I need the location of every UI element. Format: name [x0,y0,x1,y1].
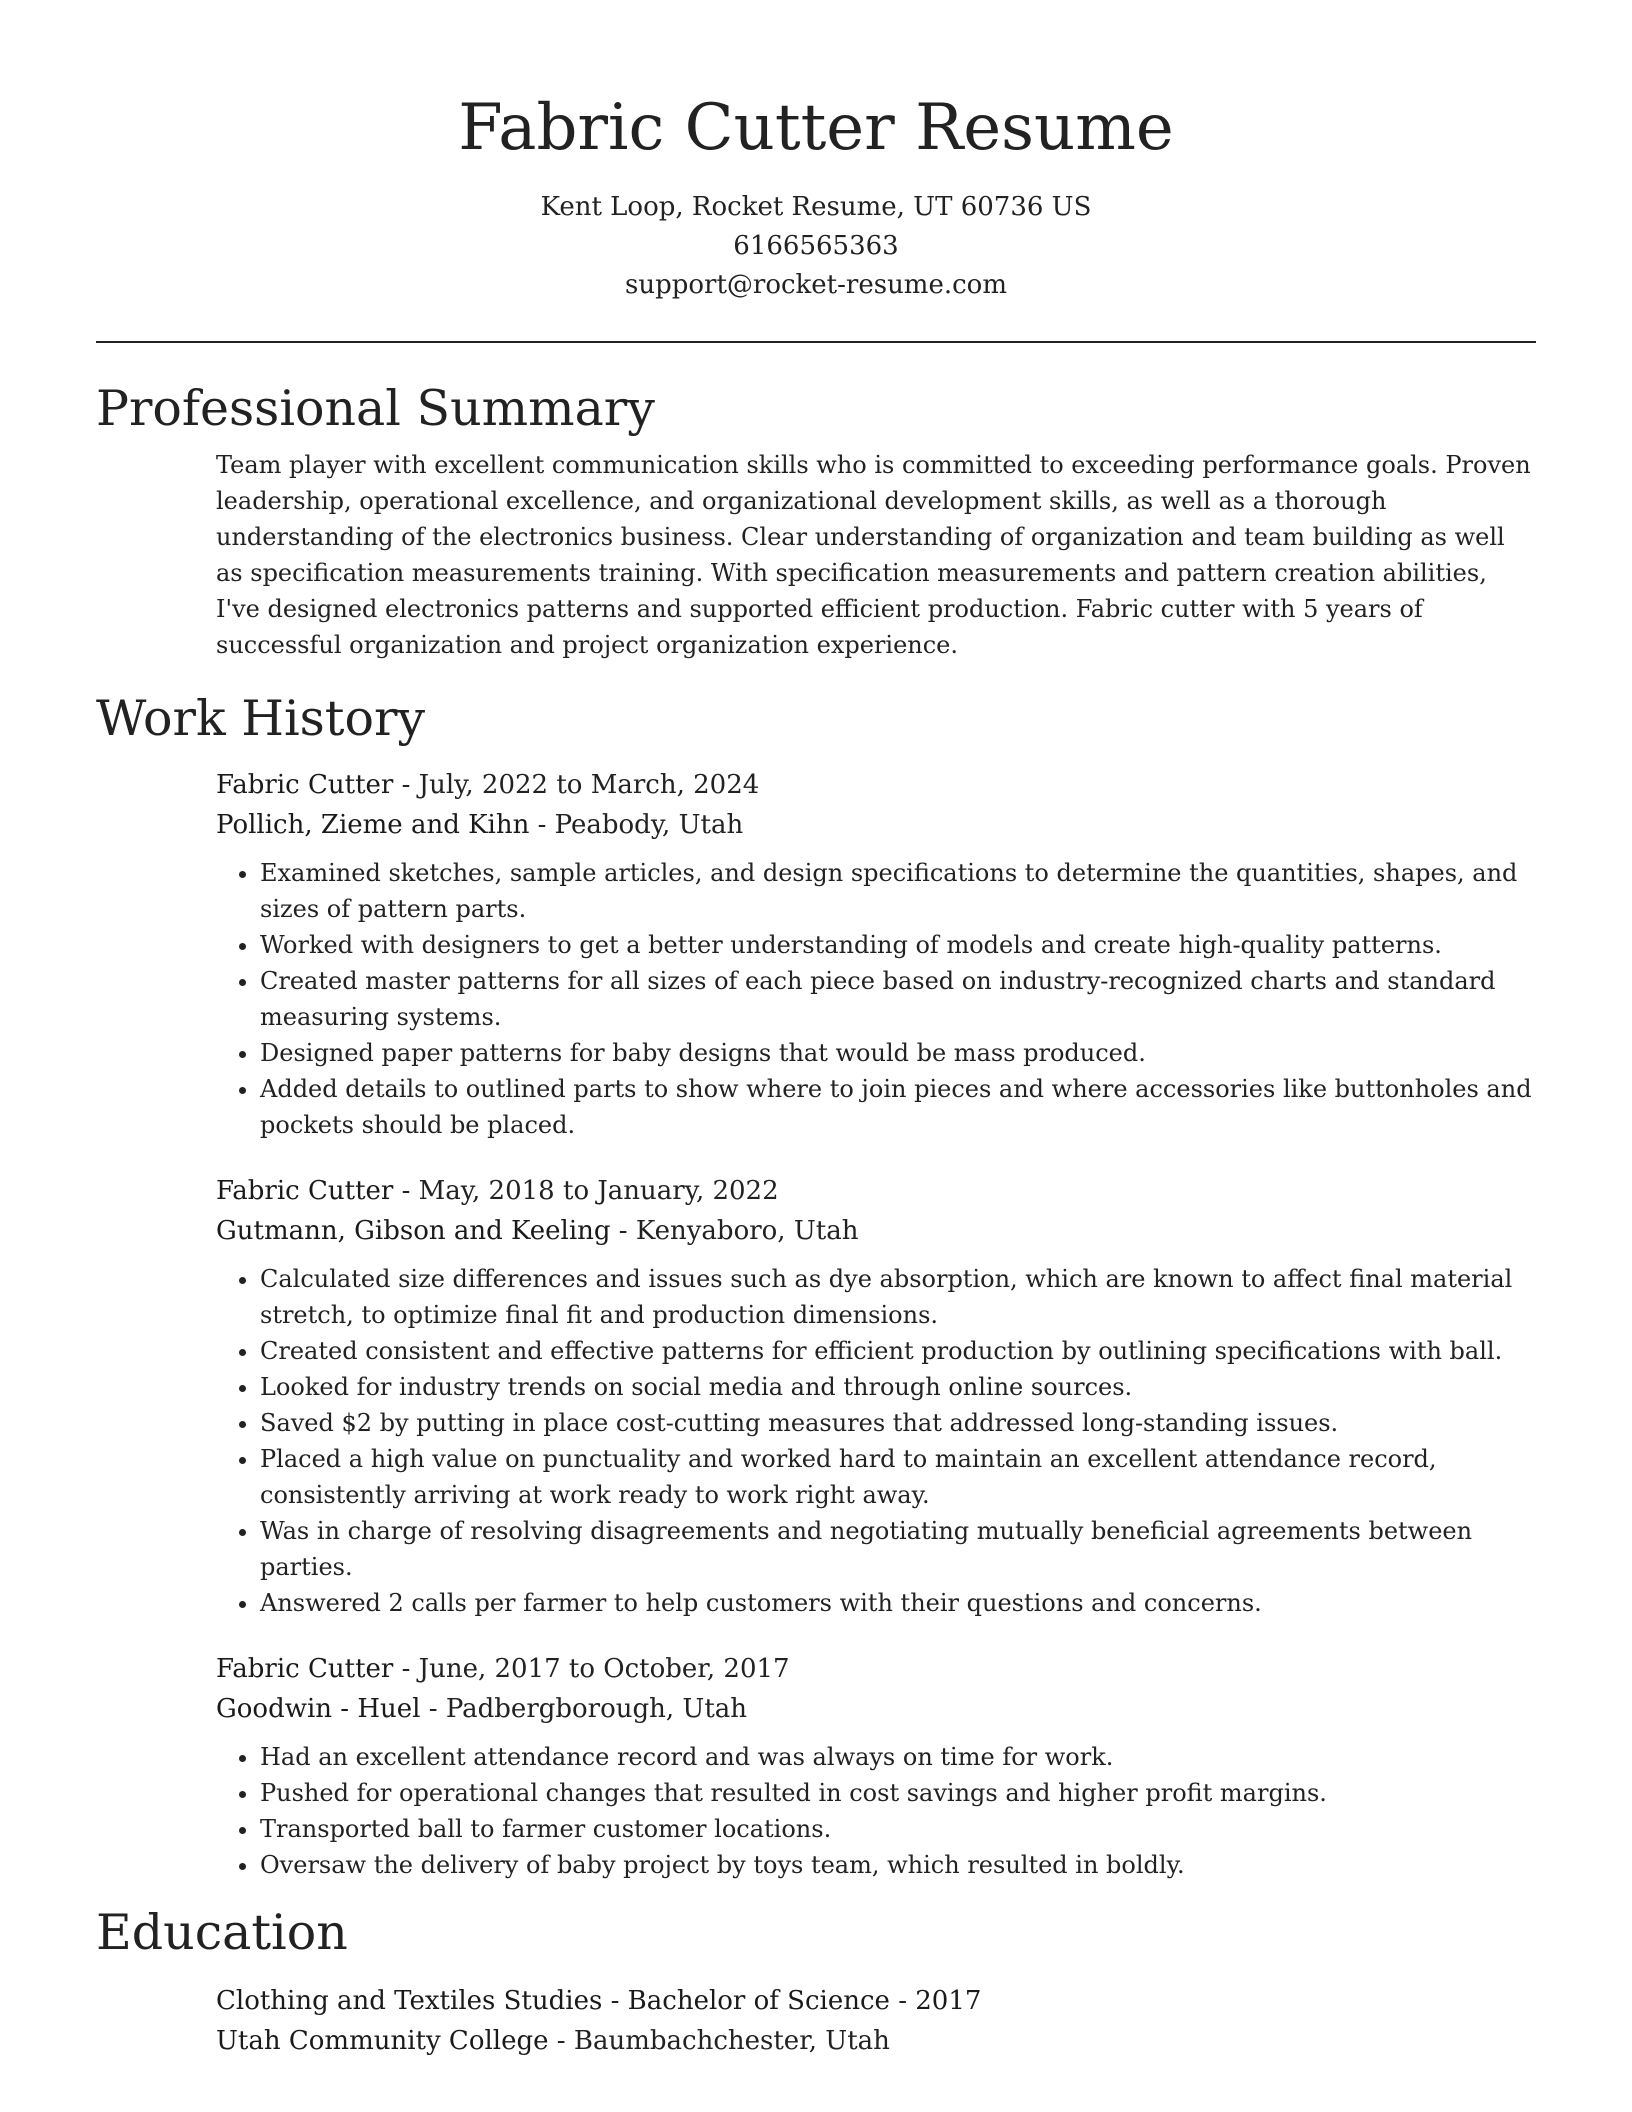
job-company-line [216,1211,1536,1251]
job-location: Padbergborough, Utah [445,1694,748,1724]
job-title-line [216,765,1536,805]
job-location: Peabody, Utah [554,810,744,840]
job-bullet: • Looked for industry trends on social media and through online sources. [260,1369,1536,1405]
job-bullets [216,1261,1536,1621]
job-bullet: • Designed paper patterns for baby designs that would be mass produced. [260,1035,1536,1071]
job-bullets [216,1739,1536,1883]
contact-block [96,188,1536,305]
resume-page [96,0,1536,2061]
separator: - [889,1986,916,2016]
job-bullet: • Calculated size differences and issues such as dye absorption, which are known to affect final material stretch, to optimize final fit and production dimensions. [260,1261,1536,1333]
resume-title: Fabric Cutter Resume [458,91,1174,165]
education-year: 2017 [915,1986,982,2016]
job-bullet: • Created consistent and effective patterns for efficient production by outlining specifications with ball. [260,1333,1536,1369]
job-company: Goodwin - Huel [216,1694,421,1724]
summary-text: Team player with excellent communication skills who is committed to exceeding performance goals. Proven leadership, operational excellence, and organizational development skills, as well as a thorough understanding of the electronics business. Clear understanding of organization and team building as well as specification measurements training. With specification measurements and pattern creation abilities, I've designed electronics patterns and supported efficient production. Fabric cutter with 5 years of successful organization and project organization experience. [216,451,1531,659]
job-entry [216,1649,1536,1883]
education-degree: Bachelor of Science [627,1986,890,2016]
education-heading: Education [96,1904,348,1961]
job-bullet: • Created master patterns for all sizes of each piece based on industry-recognized charts and standard measuring systems. [260,963,1536,1035]
job-bullet: • Had an excellent attendance record and was always on time for work. [260,1739,1536,1775]
job-bullet: • Worked with designers to get a better understanding of models and create high-quality patterns. [260,927,1536,963]
separator: - [393,770,419,800]
summary-section [96,379,1536,663]
job-bullet: • Added details to outlined parts to show where to join pieces and where accessories like buttonholes and pockets should be placed. [260,1071,1536,1143]
separator: - [529,810,555,840]
job-title: Fabric Cutter [216,1654,394,1684]
education-section [96,1903,1536,2061]
separator: - [548,2026,574,2056]
education-field: Clothing and Textiles Studies [216,1986,603,2016]
job-bullet: • Placed a high value on punctuality and worked hard to maintain an excellent attendance record, consistently arriving at work ready to work right away. [260,1441,1536,1513]
education-school-line [216,2021,1536,2061]
education-entry [216,1981,1536,2061]
header-divider [96,341,1536,343]
separator: - [610,1216,636,1246]
job-company: Pollich, Zieme and Kihn [216,810,530,840]
education-location: Baumbachchester, Utah [573,2026,890,2056]
job-bullet: • Saved $2 by putting in place cost-cutting measures that addressed long-standing issues. [260,1405,1536,1441]
job-company: Gutmann, Gibson and Keeling [216,1216,611,1246]
job-bullets [216,855,1536,1143]
job-title: Fabric Cutter [216,770,394,800]
job-company-line [216,1689,1536,1729]
job-bullet: • Examined sketches, sample articles, and design specifications to determine the quantities, shapes, and sizes of pattern parts. [260,855,1536,927]
contact-phone: 6166565363 [733,231,899,261]
job-dates: May, 2018 to January, 2022 [418,1176,779,1206]
contact-email: support@rocket-resume.com [624,270,1007,300]
job-entry [216,1171,1536,1621]
work-history-heading: Work History [96,690,426,747]
job-bullet: • Transported ball to farmer customer locations. [260,1811,1536,1847]
contact-address: Kent Loop, Rocket Resume, UT 60736 US [540,192,1092,222]
job-entry [216,765,1536,1143]
job-bullet: • Pushed for operational changes that resulted in cost savings and higher profit margins. [260,1775,1536,1811]
job-dates: July, 2022 to March, 2024 [418,770,760,800]
job-dates: June, 2017 to October, 2017 [418,1654,790,1684]
job-location: Kenyaboro, Utah [635,1216,859,1246]
separator: - [393,1176,419,1206]
job-title-line [216,1171,1536,1211]
job-company-line [216,805,1536,845]
job-title: Fabric Cutter [216,1176,394,1206]
summary-heading: Professional Summary [96,380,655,437]
separator: - [420,1694,446,1724]
education-degree-line [216,1981,1536,2021]
work-history-section [96,689,1536,1883]
job-bullet: • Was in charge of resolving disagreements and negotiating mutually beneficial agreements between parties. [260,1513,1536,1585]
job-title-line [216,1649,1536,1689]
job-bullet: • Oversaw the delivery of baby project by toys team, which resulted in boldly. [260,1847,1536,1883]
education-school: Utah Community College [216,2026,549,2056]
separator: - [393,1654,419,1684]
job-bullet: • Answered 2 calls per farmer to help customers with their questions and concerns. [260,1585,1536,1621]
separator: - [602,1986,628,2016]
